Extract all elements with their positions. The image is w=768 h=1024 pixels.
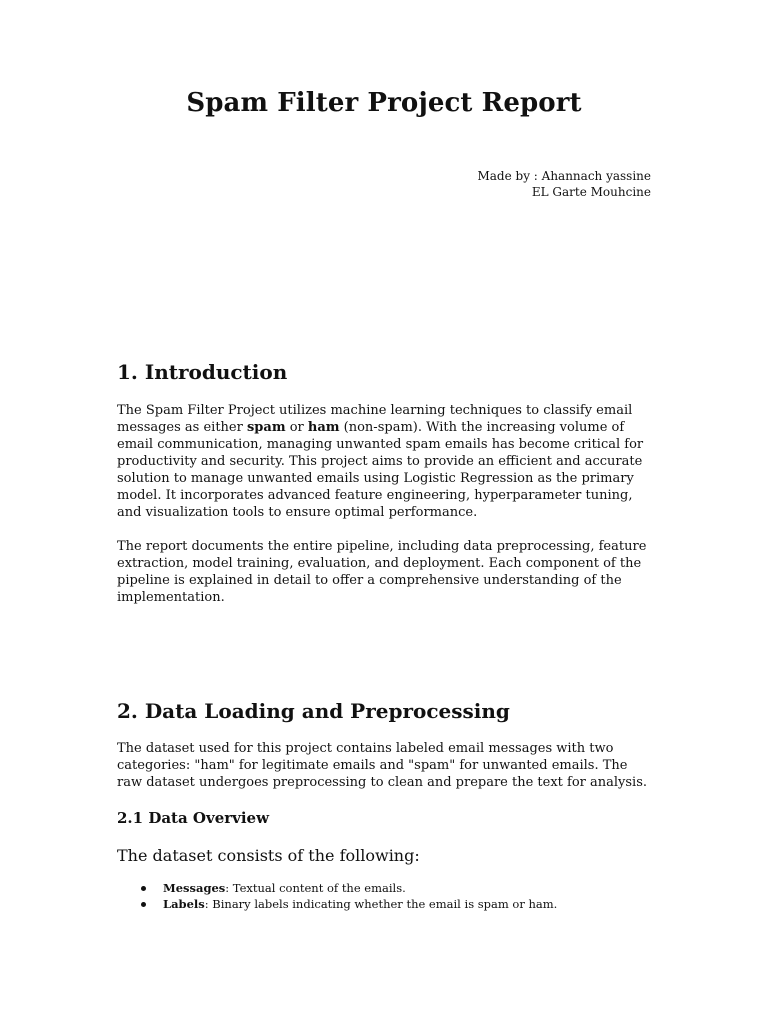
- text-line: extraction, model training, evaluation, and deployment. Each component of the: [117, 556, 642, 571]
- data-overview-heading: 2.1 Data Overview: [117, 809, 270, 827]
- list-item-term: Labels: [163, 897, 205, 911]
- text-segment: (non-spam). With the increasing volume of: [339, 420, 625, 435]
- text-line: email communication, managing unwanted spam emails has become critical for: [117, 437, 644, 452]
- text-line: categories: "ham" for legitimate emails and "spam" for unwanted emails. The: [117, 758, 628, 773]
- list-item-term: Messages: [163, 881, 226, 895]
- list-item-description: : Binary labels indicating whether the email is spam or ham.: [204, 897, 558, 911]
- list-item: [117, 896, 557, 912]
- text-line: [117, 419, 657, 436]
- introduction-paragraph-2: [117, 538, 657, 606]
- authors-block: [477, 168, 651, 200]
- bullet-icon: [141, 886, 146, 891]
- bullet-icon: [141, 902, 146, 907]
- text-line: pipeline is explained in detail to offer a comprehensive understanding of the: [117, 573, 622, 588]
- data-loading-paragraph: [117, 740, 657, 791]
- text-segment: or: [285, 420, 308, 435]
- text-line: and visualization tools to ensure optimal performance.: [117, 505, 478, 520]
- introduction-heading: 1. Introduction: [117, 360, 288, 384]
- text-line: The Spam Filter Project utilizes machine learning techniques to classify email: [117, 403, 633, 418]
- ham-term: ham: [307, 420, 340, 435]
- text-line: The report documents the entire pipeline, including data preprocessing, feature: [117, 539, 647, 554]
- text-line: solution to manage unwanted emails using Logistic Regression as the primary: [117, 471, 634, 486]
- text-line: productivity and security. This project aims to provide an efficient and accurate: [117, 454, 643, 469]
- text-segment: messages as either: [117, 420, 247, 435]
- author-line-1: Made by : Ahannach yassine: [477, 169, 651, 183]
- data-overview-list: [117, 880, 557, 912]
- text-line: raw dataset undergoes preprocessing to clean and prepare the text for analysis.: [117, 775, 648, 790]
- text-line: model. It incorporates advanced feature engineering, hyperparameter tuning,: [117, 488, 633, 503]
- data-loading-heading: 2. Data Loading and Preprocessing: [117, 699, 510, 723]
- text-line: implementation.: [117, 590, 225, 605]
- author-line-2: EL Garte Mouhcine: [531, 185, 651, 199]
- text-line: The dataset used for this project contains labeled email messages with two: [117, 741, 614, 756]
- spam-term: spam: [246, 420, 286, 435]
- report-title: Spam Filter Project Report: [186, 88, 582, 118]
- list-item: [117, 880, 557, 896]
- list-item-description: : Textual content of the emails.: [225, 881, 406, 895]
- introduction-paragraph-1: [117, 402, 657, 521]
- data-overview-lead: The dataset consists of the following:: [117, 846, 420, 865]
